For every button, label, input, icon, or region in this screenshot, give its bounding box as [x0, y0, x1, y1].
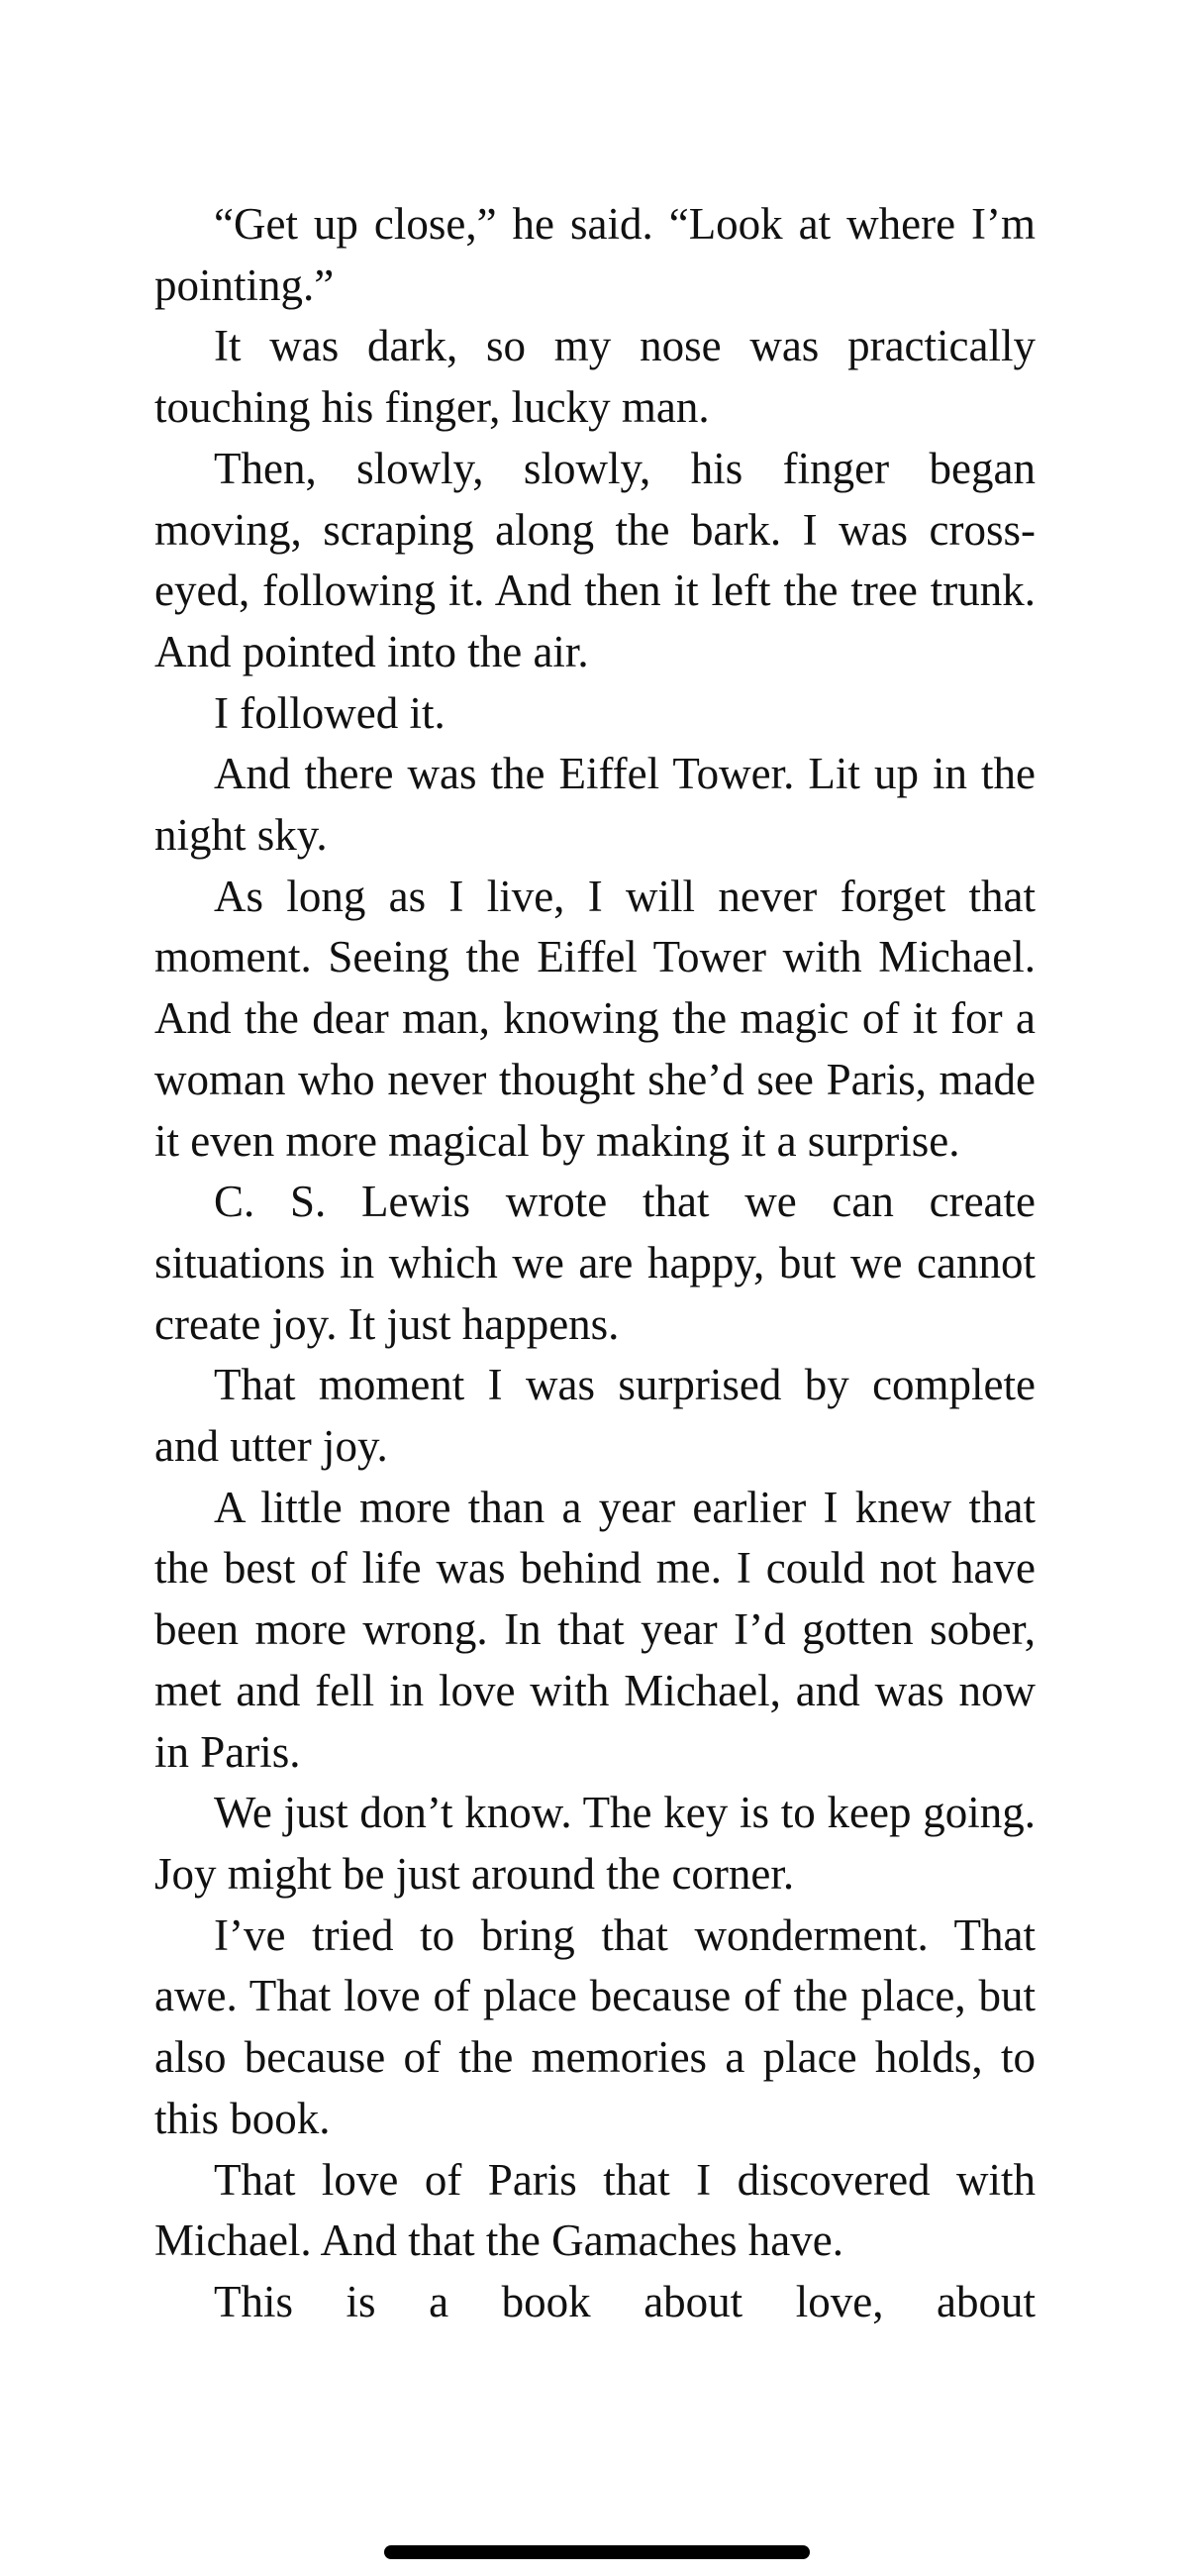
paragraph: It was dark, so my nose was practically touching his finger, lucky man.: [154, 321, 1036, 433]
paragraph: C. S. Lewis wrote that we can create situations in which we are happy, but we cannot create joy. It just happens.: [154, 1177, 1036, 1349]
book-page-text[interactable]: [154, 194, 1036, 2333]
paragraph: As long as I live, I will never forget that moment. Seeing the Eiffel Tower with Michael. And the dear man, knowing the magic of it for a woman who never thought she’d see Paris, made it even more magical by making it a surprise.: [154, 871, 1036, 1166]
paragraph: That love of Paris that I discovered with Michael. And that the Gamaches have.: [154, 2154, 1036, 2266]
paragraph: I followed it.: [214, 687, 446, 738]
paragraph: Then, slowly, slowly, his finger began moving, scraping along the bark. I was cross-eyed, following it. And then it left the tree trunk. And pointed into the air.: [154, 443, 1036, 676]
paragraph: A little more than a year earlier I knew that the best of life was behind me. I could not have been more wrong. In that year I’d gotten sober, met and fell in love with Michael, and was now in Paris.: [154, 1482, 1036, 1777]
paragraph: And there was the Eiffel Tower. Lit up in the night sky.: [154, 749, 1036, 861]
home-indicator-icon[interactable]: [384, 2545, 810, 2559]
paragraph-last-line: This is a book about love, about: [214, 2276, 1036, 2326]
paragraph: We just don’t know. The key is to keep going. Joy might be just around the corner.: [154, 1788, 1036, 1899]
paragraph: That moment I was surprised by complete and utter joy.: [154, 1360, 1036, 1472]
paragraph: I’ve tried to bring that wonderment. That awe. That love of place because of the place, but also because of the memories a place holds, to this book.: [154, 1909, 1036, 2143]
paragraph: “Get up close,” he said. “Look at where I’m pointing.”: [154, 199, 1036, 310]
